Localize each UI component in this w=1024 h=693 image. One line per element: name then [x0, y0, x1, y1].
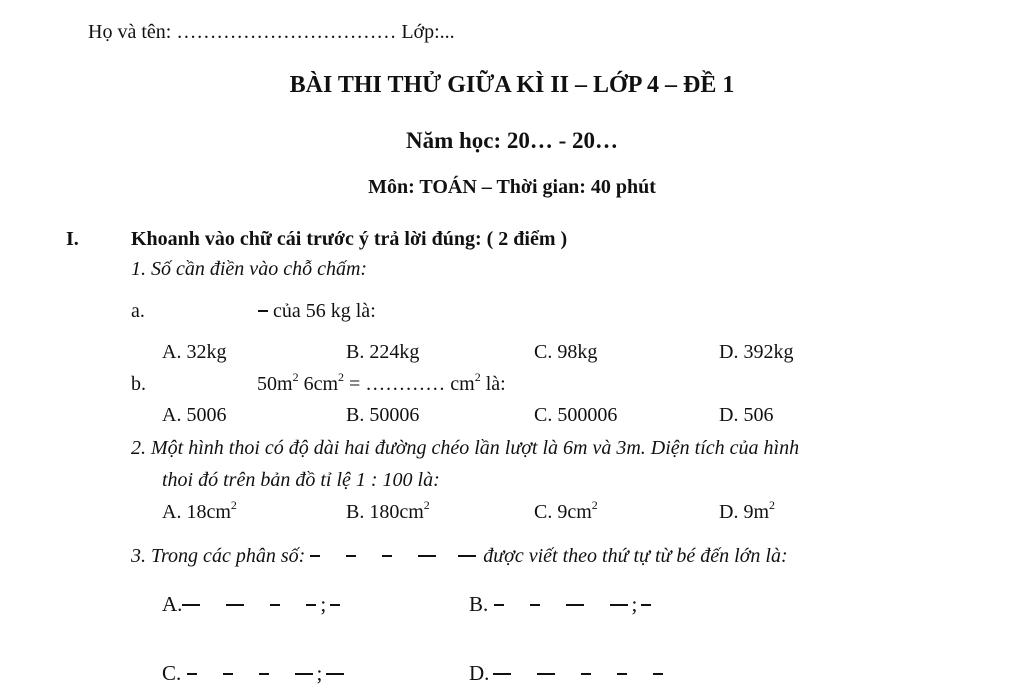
option-b[interactable]: B. $180cm^2$: [346, 498, 430, 523]
option-a[interactable]: A. 5006: [162, 404, 227, 426]
question-2-line-2: thoi đó trên bản đồ tỉ lệ 1 : 100 là:: [162, 469, 440, 491]
option-c[interactable]: C. 500006: [534, 404, 618, 426]
question-3-option-a[interactable]: A. ;: [162, 592, 340, 617]
question-2-line-1: 2. Một hình thoi có độ dài hai đường chéo lần lượt là 6m và 3m. Diện tích của hình: [131, 437, 800, 459]
fraction-bar: [258, 310, 268, 312]
option-a[interactable]: A. 32kg: [162, 341, 227, 363]
option-c[interactable]: C. 98kg: [534, 341, 598, 363]
question-1b-label: b.: [131, 373, 146, 395]
option-b[interactable]: B. 50006: [346, 404, 420, 426]
question-1-prompt: 1. Số cần điền vào chỗ chấm:: [131, 258, 368, 280]
name-label: Họ và tên:: [88, 21, 172, 43]
section-number: I.: [66, 228, 79, 250]
subject-line: Môn: TOÁN – Thời gian: 40 phút: [368, 176, 656, 198]
question-3-line: 3. Trong các phân số: được viết theo thứ tự từ bé đến lớn là:: [131, 545, 788, 567]
student-info-line: [88, 21, 455, 44]
fraction-list: [310, 545, 483, 567]
question-3-option-d[interactable]: D.: [469, 661, 663, 686]
option-c[interactable]: C. $9cm^2$: [534, 498, 598, 523]
question-1a-label: a.: [131, 300, 145, 322]
exam-title: BÀI THI THỬ GIỮA KÌ II – LỚP 4 – ĐỀ 1: [289, 72, 735, 98]
section-heading: Khoanh vào chữ cái trước ý trả lời đúng: ( 2 điểm ): [131, 228, 568, 250]
question-1b-expression: $50m^2$ $6cm^2$ = ………… $cm^2$ là:: [257, 370, 506, 395]
question-1a-text: của 56 kg là:: [258, 300, 376, 323]
class-label: Lớp:...: [401, 21, 455, 43]
name-blank: ……………………………: [176, 21, 397, 43]
question-3-option-b[interactable]: B. ;: [469, 592, 651, 617]
question-3-option-c[interactable]: C. ;: [162, 661, 344, 686]
option-d[interactable]: D. 392kg: [719, 341, 794, 363]
option-d[interactable]: D. 506: [719, 404, 774, 426]
option-b[interactable]: B. 224kg: [346, 341, 420, 363]
school-year: Năm học: 20… - 20…: [405, 128, 619, 153]
option-d[interactable]: D. $9m^2$: [719, 498, 775, 523]
option-a[interactable]: A. $18cm^2$: [162, 498, 237, 523]
